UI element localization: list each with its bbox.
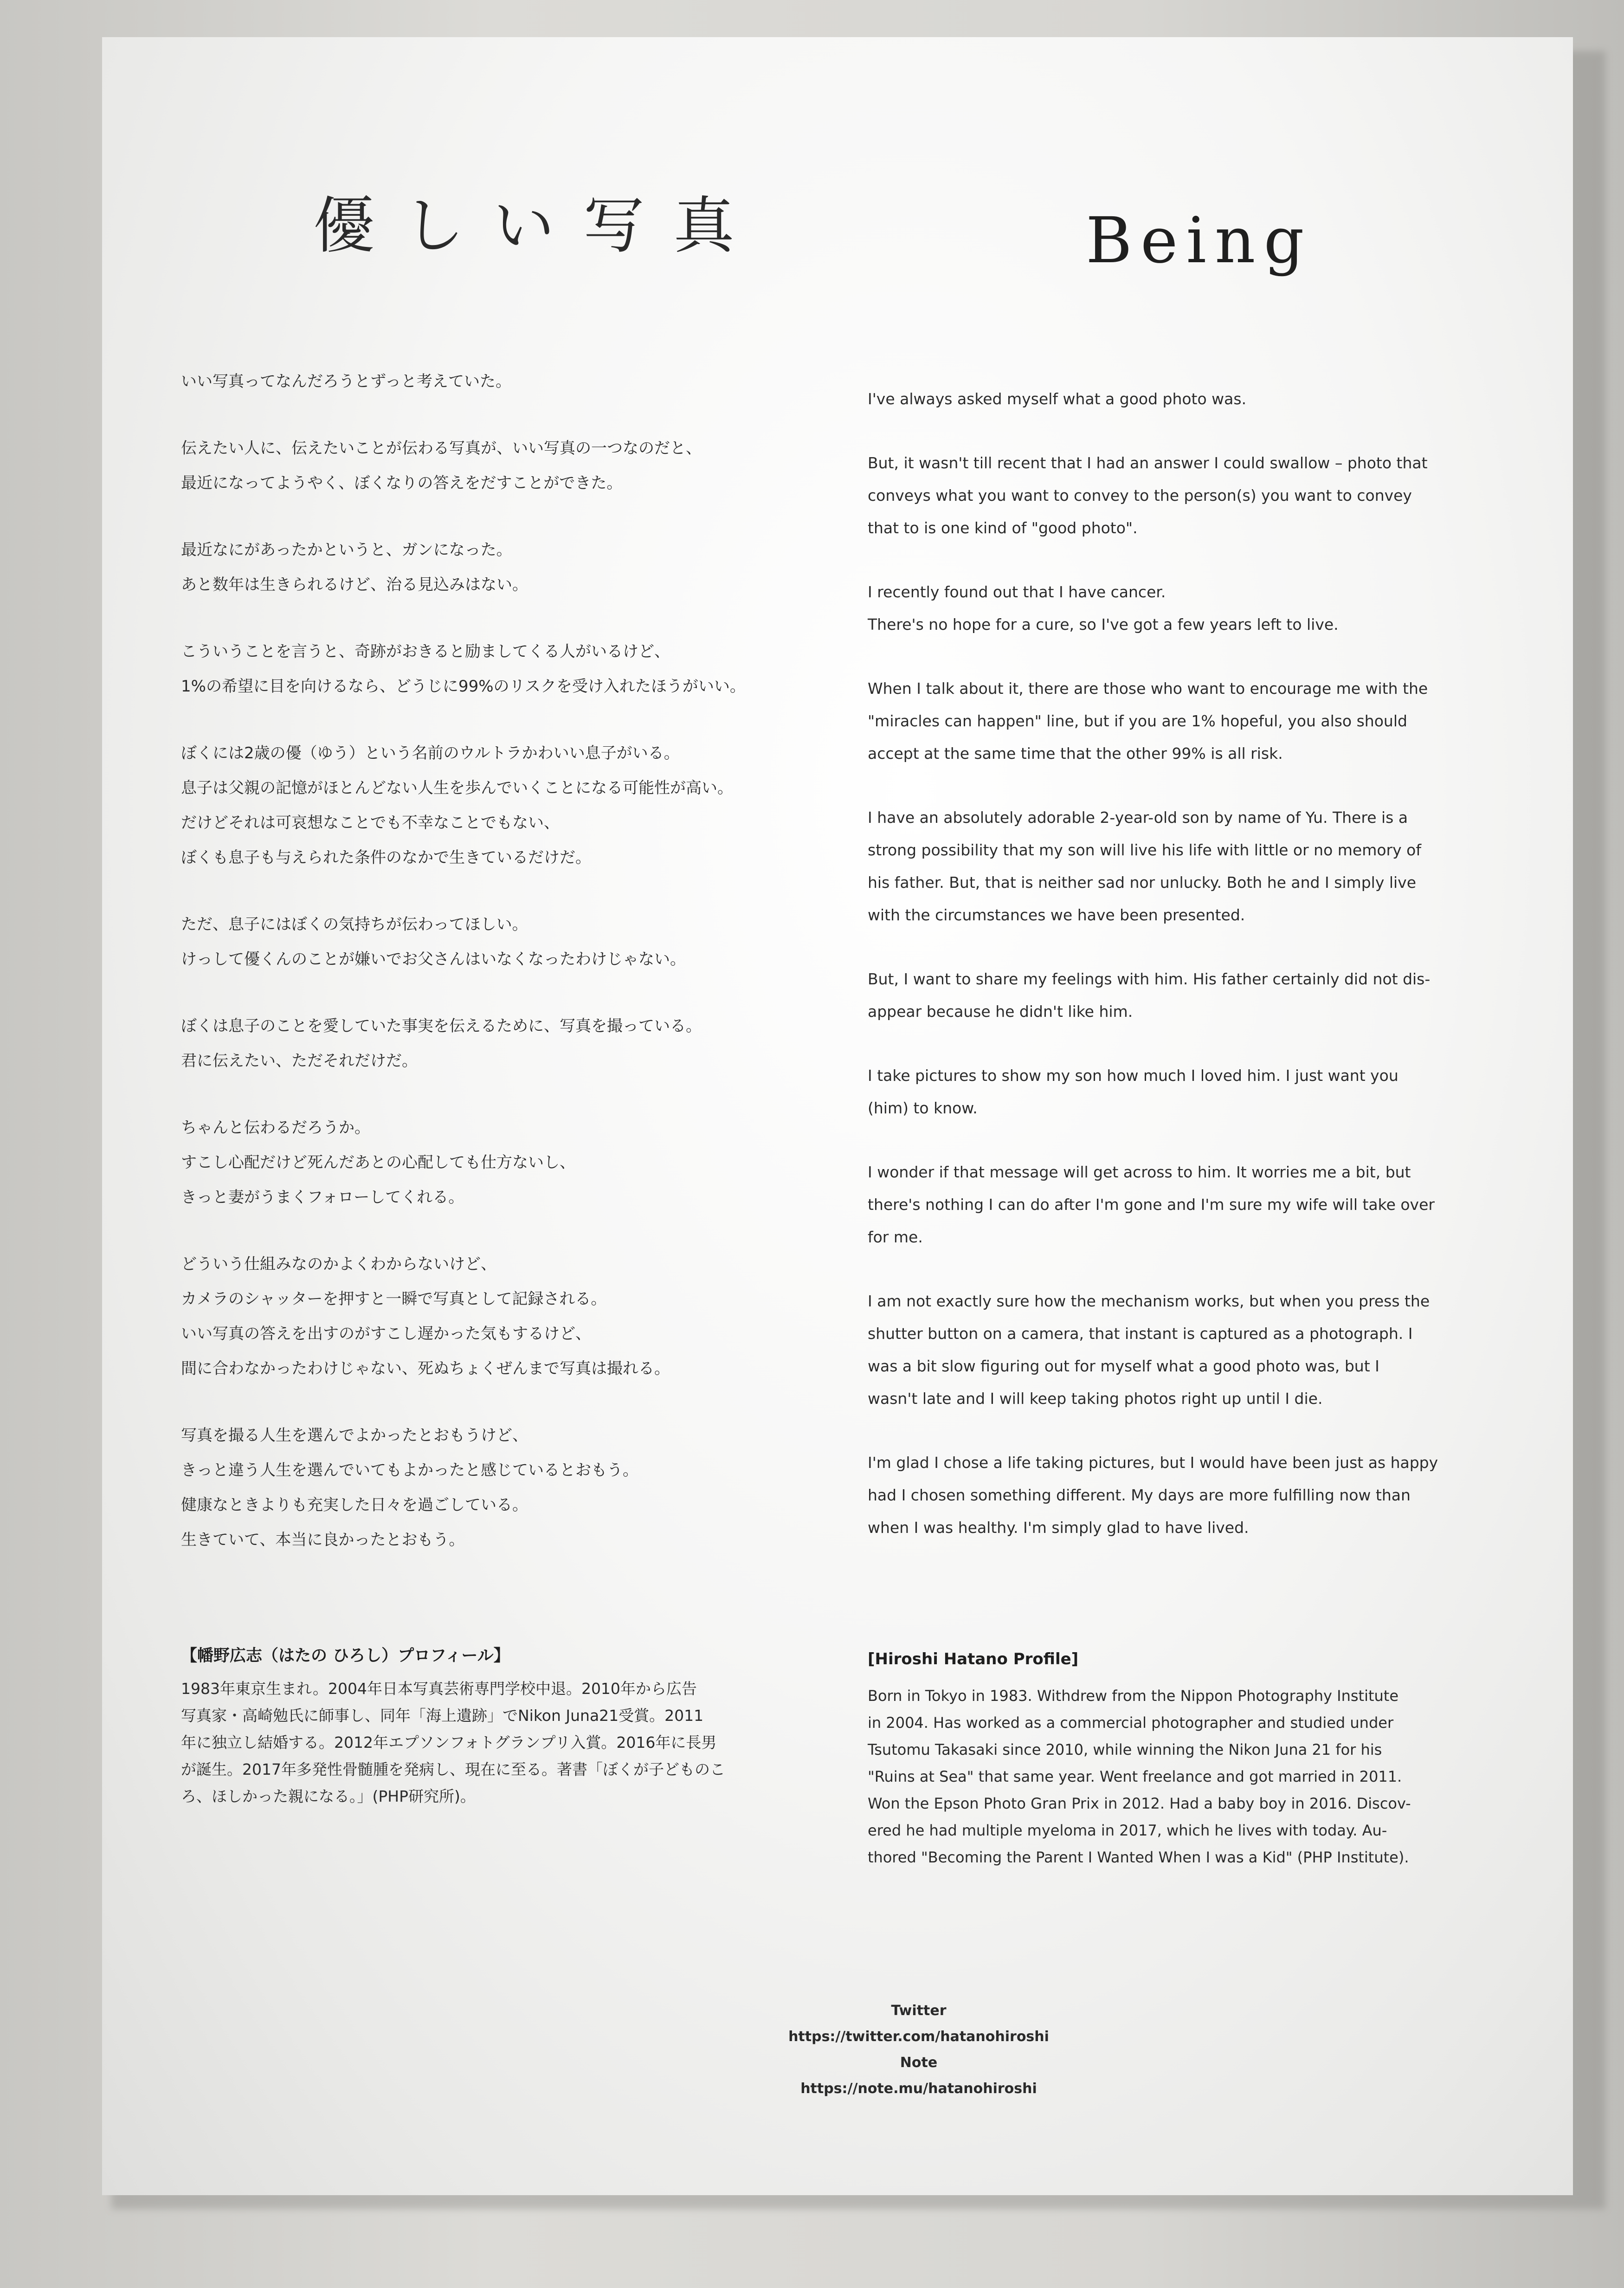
note-label: Note [900, 2055, 938, 2071]
en-paragraph-1: I've always asked myself what a good photo was. [868, 390, 1247, 408]
en-paragraph-3: I recently found out that I have cancer. There's no hope for a cure, so I've got a few years left to live. [868, 583, 1339, 633]
ja-paragraph-2: 伝えたい人に、伝えたいことが伝わる写真が、いい写真の一つなのだと、 最近になってようやく、ぼくなりの答えをだすことができた。 [181, 439, 702, 492]
title-japanese: 優しい写真 [313, 190, 763, 262]
ja-paragraph-6: ただ、息子にはぼくの気持ちが伝わってほしい。 けっして優くんのことが嫌いでお父さんはいなくなったわけじゃない。 [181, 915, 686, 969]
en-paragraph-7: I take pictures to show my son how much I loved him. I just want you (him) to know. [868, 1066, 1398, 1117]
profile-english-heading: [Hiroshi Hatano Profile] [868, 1650, 1079, 1668]
ja-paragraph-3: 最近なにがあったかというと、ガンになった。 あと数年は生きられるけど、治る見込みはない。 [181, 541, 528, 594]
ja-paragraph-7: ぼくは息子のことを愛していた事実を伝えるために、写真を撮っている。 君に伝えたい、ただそれだけだ。 [181, 1017, 702, 1070]
ja-paragraph-9: どういう仕組みなのかよくわからないけど、 カメラのシャッターを押すと一瞬で写真として記録される。 いい写真の答えを出すのがすこし遅かった気もするけど、 間に合わなかったわけじゃない、死ぬちょくぜんまで写真は撮れる。 [181, 1255, 670, 1378]
ja-paragraph-1: いい写真ってなんだろうとずっと考えていた。 [181, 372, 511, 391]
body-english-column [868, 383, 1564, 1576]
en-paragraph-2: But, it wasn't till recent that I had an answer I could swallow – photo that conveys what you want to convey to the person(s) you want to convey that to is one kind of "good photo". [868, 454, 1428, 537]
en-paragraph-9: I am not exactly sure how the mechanism works, but when you press the shutter button on a camera, that instant is captured as a photograph. I was a bit slow figuring out for myself what a good photo was, but I wasn't late and I will keep taking photos right up until I die. [868, 1292, 1430, 1408]
en-paragraph-6: But, I want to share my feelings with him. His father certainly did not dis- appear because he didn't like him. [868, 970, 1431, 1021]
title-english: Being [1086, 204, 1313, 278]
ja-paragraph-8: ちゃんと伝わるだろうか。 すこし心配だけど死んだあとの心配しても仕方ないし、 きっと妻がうまくフォローしてくれる。 [181, 1118, 575, 1207]
twitter-link[interactable]: https://twitter.com/hatanohiroshi [788, 2029, 1049, 2045]
body-japanese-column [181, 364, 905, 1590]
en-paragraph-4: When I talk about it, there are those who want to encourage me with the "miracles can happen" line, but if you are 1% hopeful, you also should accept at the same time that the other 99% is all risk. [868, 679, 1428, 763]
profile-english-body: Born in Tokyo in 1983. Withdrew from the Nippon Photography Institute in 2004. Has worked as a commercial photographer and studied under Tsutomu Takasaki since 2010, while winning the Nikon Juna 21 for his "Ruins at Sea" that same year. Went freelance and got married in 2011. Won the Epson Photo Gran Prix in 2012. Had a baby boy in 2016. Discov- ered he had multiple myeloma in 2017, which he lives with today. Au- thored "Becoming the Parent I Wanted When I was a Kid" (PHP Institute). [868, 1687, 1411, 1866]
en-paragraph-5: I have an absolutely adorable 2-year-old son by name of Yu. There is a strong possibility that my son will live his life with little or no memory of his father. But, that is neither sad nor unlucky. Both he and I simply live with the circumstances we have been presented. [868, 808, 1421, 924]
twitter-label: Twitter [891, 2003, 947, 2019]
ja-paragraph-10: 写真を撮る人生を選んでよかったとおもうけど、 きっと違う人生を選んでいてもよかったと感じているとおもう。 健康なときよりも充実した日々を過ごしている。 生きていて、本当に良かったとおもう。 [181, 1426, 638, 1549]
profile-japanese-heading: 【幡野広志（はたの ひろし）プロフィール】 [181, 1647, 510, 1665]
en-paragraph-10: I'm glad I chose a life taking pictures, but I would have been just as happy had I chosen something different. My days are more fulfilling now than when I was healthy. I'm simply glad to have lived. [868, 1454, 1438, 1537]
ja-paragraph-5: ぼくには2歳の優（ゆう）という名前のウルトラかわいい息子がいる。 息子は父親の記憶がほとんどない人生を歩んでいくことになる可能性が高い。 だけどそれは可哀想なことでも不幸なことでもない、 ぼくも息子も与えられた条件のなかで生きているだけだ。 [181, 744, 733, 867]
en-paragraph-8: I wonder if that message will get across to him. It worries me a bit, but there's nothing I can do after I'm gone and I'm sure my wife will take over for me. [868, 1163, 1435, 1246]
note-link[interactable]: https://note.mu/hatanohiroshi [800, 2081, 1037, 2097]
ja-paragraph-4: こういうことを言うと、奇跡がおきると励ましてくる人がいるけど、 1%の希望に目を向けるなら、どうじに99%のリスクを受け入れたほうがいい。 [181, 642, 746, 696]
poster [102, 37, 1573, 2195]
social-links [659, 1998, 1179, 2102]
profile-japanese-body: 1983年東京生まれ。2004年日本写真芸術専門学校中退。2010年から広告 写真家・高崎勉氏に師事し、同年「海上遺跡」でNikon Juna21受賞。2011 年に独立し結婚する。2012年エプソンフォトグランプリ入賞。2016年に長男 が誕生。2017年多発性骨髄腫を発病し、現在に至る。著書「ぼくが子どものこ ろ、ほしかった親になる。」(PHP研究所)。 [181, 1680, 725, 1805]
